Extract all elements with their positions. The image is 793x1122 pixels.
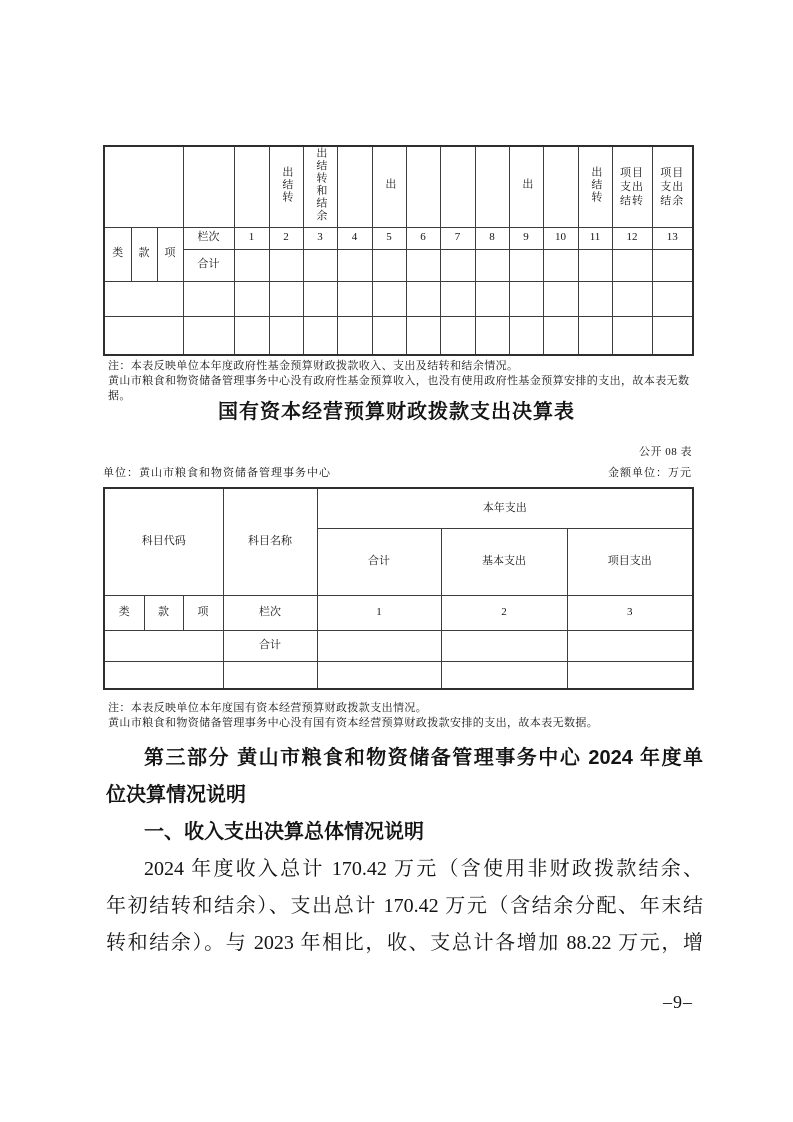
empty-cell [612,249,652,281]
empty-cell [104,146,183,227]
note-line: 注：本表反映单位本年度国有资本经营预算财政拨款支出情况。 [108,702,428,714]
stub-kuan: 款 [144,596,183,631]
column-index-row [104,596,693,631]
col-header-2-label: 出结转 [280,165,293,204]
part3-text-block [106,740,703,962]
subject-name-header: 科目名称 [223,488,317,596]
empty-cell [578,249,612,281]
stub-xiang: 项 [157,227,183,281]
col-header-13 [652,146,693,227]
table-code: 公开 08 表 [639,446,692,458]
col-header-3-label: 出结转和结余 [314,147,327,222]
column-number-cell: 1 [317,596,441,631]
empty-cell [543,281,578,316]
empty-data-row [104,662,693,690]
column-number-cell: 2 [441,596,567,631]
empty-cell [234,249,269,281]
header-row [104,146,693,227]
gov-fund-budget-table [103,145,694,356]
empty-data-row [104,281,693,316]
paragraph-line: 2024 年度收入总计 170.42 万元（含使用非财政拨款结余、 [144,858,703,880]
subject-code-header: 科目代码 [104,488,223,596]
total-row [104,249,693,281]
empty-cell [234,281,269,316]
table-title: 国有资本经营预算财政拨款支出决算表 [218,401,575,423]
column-index-row [104,227,693,249]
empty-cell [269,249,303,281]
column-number-cell: 4 [337,227,372,249]
total-label: 合计 [223,631,317,662]
stub-lei: 类 [104,596,144,631]
col-header-5 [372,146,406,227]
stub-xiang: 项 [183,596,223,631]
total-row [104,631,693,662]
empty-cell [406,249,440,281]
column-number-cell: 3 [303,227,337,249]
empty-cell [303,249,337,281]
empty-cell [440,281,475,316]
empty-cell [543,146,578,227]
note-line: 注：本表反映单位本年度政府性基金预算财政拨款收入、支出及结转和结余情况。 [108,360,519,372]
empty-cell [372,316,406,355]
stub-lanci: 栏次 [183,227,234,249]
paragraph-line: 转和结余）。与 2023 年相比，收、支总计各增加 88.22 万元，增 [106,932,703,954]
stub-lei: 类 [104,227,131,281]
empty-cell [652,316,693,355]
part3-heading-line2: 位决算情况说明 [106,784,246,806]
empty-cell [406,316,440,355]
column-number-cell: 12 [612,227,652,249]
empty-cell [543,249,578,281]
empty-cell [104,281,183,316]
col-header-11-label: 出结转 [589,165,602,204]
empty-cell [475,146,509,227]
part3-subheading: 一、收入支出决算总体情况说明 [144,821,424,843]
col-header-3 [303,146,337,227]
amount-unit-label: 金额单位：万元 [608,467,692,479]
empty-cell [567,631,693,662]
empty-cell [543,316,578,355]
total-label: 合计 [183,249,234,281]
empty-cell [509,316,543,355]
unit-line [103,464,692,480]
column-number-cell: 1 [234,227,269,249]
page-number: –9– [663,992,693,1012]
stub-kuan: 款 [131,227,157,281]
empty-cell [612,281,652,316]
empty-cell [183,146,234,227]
empty-cell [441,662,567,690]
empty-cell [440,316,475,355]
empty-cell [269,281,303,316]
col-header-2 [269,146,303,227]
empty-cell [303,316,337,355]
col-header-5-label: 出 [383,178,396,191]
empty-cell [104,631,223,662]
note-line: 黄山市粮食和物资储备管理事务中心没有国有资本经营预算财政拨款安排的支出，故本表无数据。 [108,717,599,729]
empty-cell [475,316,509,355]
column-number-cell: 6 [406,227,440,249]
column-number-cell: 9 [509,227,543,249]
empty-cell [337,146,372,227]
paragraph-line: 年初结转和结余）、支出总计 170.42 万元（含结余分配、年末结 [106,895,703,917]
header-row [104,488,693,529]
empty-cell [440,249,475,281]
empty-cell [567,662,693,690]
unit-label: 单位：黄山市粮食和物资储备管理事务中心 [103,467,331,479]
empty-cell [104,662,223,690]
empty-cell [303,281,337,316]
total-col-header: 合计 [317,529,441,596]
empty-cell [441,631,567,662]
empty-cell [578,316,612,355]
empty-cell [337,281,372,316]
column-number-cell: 10 [543,227,578,249]
empty-cell [337,249,372,281]
empty-cell [372,249,406,281]
empty-cell [372,281,406,316]
col-header-13-label: 项目支出结余 [660,166,685,207]
empty-cell [234,146,269,227]
empty-cell [317,662,441,690]
empty-cell [475,249,509,281]
column-number-cell: 5 [372,227,406,249]
current-year-expense-header: 本年支出 [317,488,693,529]
empty-cell [475,281,509,316]
empty-cell [612,316,652,355]
empty-cell [269,316,303,355]
empty-data-row [104,316,693,355]
empty-cell [578,281,612,316]
basic-expense-col-header: 基本支出 [441,529,567,596]
soe-capital-budget-table [103,487,694,690]
column-number-cell: 13 [652,227,693,249]
col-header-9-label: 出 [520,178,533,191]
empty-cell [223,662,317,690]
project-expense-col-header: 项目支出 [567,529,693,596]
empty-cell [440,146,475,227]
empty-cell [183,316,234,355]
empty-cell [406,281,440,316]
empty-cell [104,316,183,355]
column-number-cell: 3 [567,596,693,631]
stub-lanci: 栏次 [223,596,317,631]
col-header-12-label: 项目支出结转 [620,166,644,207]
empty-cell [317,631,441,662]
empty-cell [183,281,234,316]
soe-table-notes [108,701,694,731]
part3-heading-line1: 第三部分 黄山市粮食和物资储备管理事务中心 2024 年度单 [144,747,703,769]
empty-cell [652,281,693,316]
empty-cell [406,146,440,227]
empty-cell [234,316,269,355]
col-header-9 [509,146,543,227]
empty-cell [509,281,543,316]
column-number-cell: 2 [269,227,303,249]
col-header-12 [612,146,652,227]
column-number-cell: 8 [475,227,509,249]
note-line: 黄山市粮食和物资储备管理事务中心没有政府性基金预算收入，也没有使用政府性基金预算安排的支出，故本表无数据。 [108,375,690,402]
column-number-cell: 11 [578,227,612,249]
empty-cell [509,249,543,281]
column-number-cell: 7 [440,227,475,249]
col-header-11 [578,146,612,227]
empty-cell [337,316,372,355]
